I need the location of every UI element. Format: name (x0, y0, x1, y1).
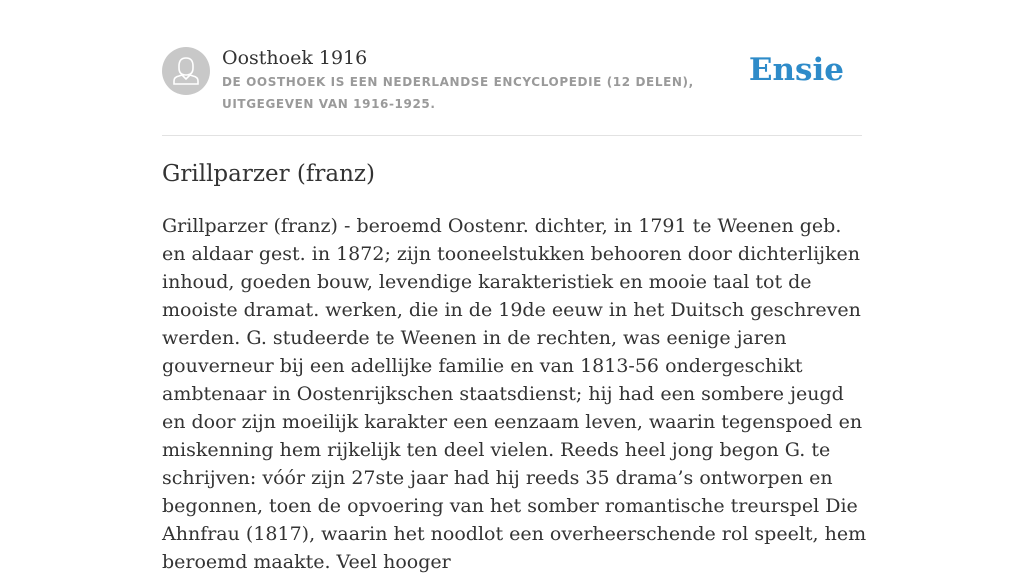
avatar-user-icon[interactable] (162, 47, 210, 95)
divider (162, 135, 862, 136)
entry-title: Grillparzer (franz) (162, 161, 375, 187)
source-description: DE OOSTHOEK IS EEN NEDERLANDSE ENCYCLOPEDIE (12 DELEN), UITGEGEVEN VAN 1916-1925. (222, 75, 694, 111)
brand-logo[interactable]: Ensie (748, 52, 844, 88)
entry-body: Grillparzer (franz) - beroemd Oostenr. dichter, in 1791 te Weenen geb. en aldaar gest. in 1872; zijn tooneelstukken behooren door dichterlijken inhoud, goeden bouw, levendige karakteristiek en mooie taal tot de mooiste dramat. werken, die in de 19de eeuw in het Duitsch geschreven werden. G. studeerde te Weenen in de rechten, was eenige jaren gouverneur bij een adellijke familie en van 1813-56 ondergeschikt ambtenaar in Oostenrijkschen staatsdienst; hij had een sombere jeugd en door zijn moeilijk karakter een eenzaam leven, waarin tegenspoed en miskenning hem rijkelijk ten deel vielen. Reeds heel jong begon G. te schrijven: vóór zijn 27ste jaar had hij reeds 35 drama’s ontworpen en begonnen, toen de opvoering van het somber romantische treurspel Die Ahnfrau (1817), waarin het noodlot een overheerschende rol speelt, hem beroemd maakte. Veel hooger (162, 215, 867, 573)
source-title[interactable]: Oosthoek 1916 (222, 47, 368, 69)
source-header (162, 46, 862, 136)
